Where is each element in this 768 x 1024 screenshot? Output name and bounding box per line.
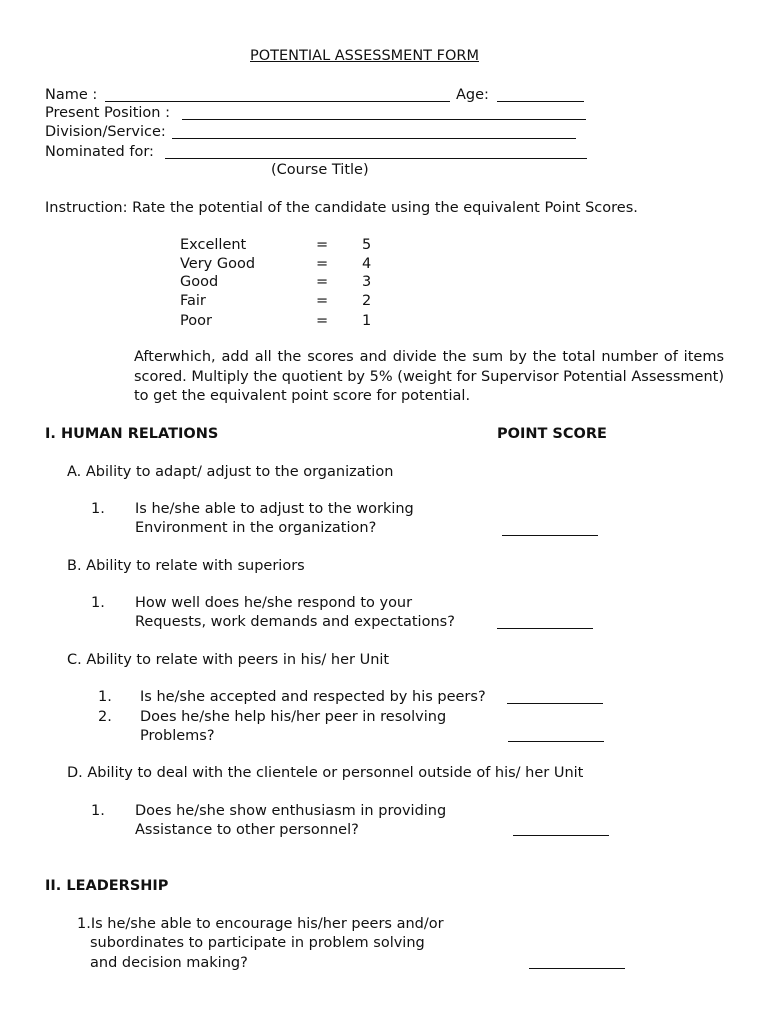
name-label: Name : <box>45 87 98 103</box>
question-text: subordinates to participate in problem solving <box>90 935 425 951</box>
question-text: Requests, work demands and expectations? <box>135 614 455 630</box>
nominated-field[interactable] <box>165 158 587 159</box>
score-field-c1[interactable] <box>507 703 603 704</box>
question-text: Problems? <box>140 728 215 744</box>
scale-label: Poor <box>180 313 212 329</box>
division-label: Division/Service: <box>45 124 166 140</box>
scale-label: Excellent <box>180 237 247 253</box>
question-text: 1.Is he/she able to encourage his/her peers and/or <box>77 916 444 932</box>
question-text: Does he/she show enthusiasm in providing <box>135 803 447 819</box>
scale-eq: = <box>316 256 329 272</box>
scale-eq: = <box>316 293 329 309</box>
scale-label: Fair <box>180 293 206 309</box>
scale-label: Good <box>180 274 219 290</box>
question-text: How well does he/she respond to your <box>135 595 413 611</box>
form-title: POTENTIAL ASSESSMENT FORM <box>250 48 479 64</box>
position-label: Present Position : <box>45 105 170 121</box>
question-number: 1. <box>91 803 105 819</box>
section-heading-human-relations: I. HUMAN RELATIONS <box>45 426 219 442</box>
question-number: 1. <box>98 689 112 705</box>
subsection-d-label: D. Ability to deal with the clientele or personnel outside of his/ her Unit <box>67 765 584 781</box>
question-number: 2. <box>98 709 112 725</box>
scale-eq: = <box>316 274 329 290</box>
nominated-label: Nominated for: <box>45 144 154 160</box>
age-field[interactable] <box>497 101 584 102</box>
name-field[interactable] <box>105 101 450 102</box>
score-field-a1[interactable] <box>502 535 598 536</box>
scale-score: 5 <box>362 237 372 253</box>
score-field-c2[interactable] <box>508 741 604 742</box>
division-field[interactable] <box>172 138 576 139</box>
position-field[interactable] <box>182 119 586 120</box>
scale-score: 1 <box>362 313 372 329</box>
question-text: Does he/she help his/her peer in resolving <box>140 709 447 725</box>
section-heading-leadership: II. LEADERSHIP <box>45 878 169 894</box>
score-field-leadership-1[interactable] <box>529 968 625 969</box>
question-text: Environment in the organization? <box>135 520 377 536</box>
score-field-d1[interactable] <box>513 835 609 836</box>
course-title-hint: (Course Title) <box>271 162 369 178</box>
subsection-a-label: A. Ability to adapt/ adjust to the organization <box>67 464 394 480</box>
subsection-c-label: C. Ability to relate with peers in his/ her Unit <box>67 652 390 668</box>
scale-score: 4 <box>362 256 372 272</box>
question-text: Is he/she accepted and respected by his peers? <box>140 689 486 705</box>
point-score-header: POINT SCORE <box>497 426 607 442</box>
question-number: 1. <box>91 595 105 611</box>
question-number: 1. <box>91 501 105 517</box>
question-text: Is he/she able to adjust to the working <box>135 501 414 517</box>
instruction-text: Instruction: Rate the potential of the candidate using the equivalent Point Scores. <box>45 200 638 216</box>
age-label: Age: <box>456 87 489 103</box>
scale-eq: = <box>316 237 329 253</box>
scoring-instructions: Afterwhich, add all the scores and divide the sum by the total number of items scored. Multiply the quotient by 5% (weight for Supervisor Potential Assessment) to get the equivalent point score for potential. <box>134 349 724 404</box>
scale-eq: = <box>316 313 329 329</box>
question-text: and decision making? <box>90 955 248 971</box>
scale-label: Very Good <box>180 256 256 272</box>
score-field-b1[interactable] <box>497 628 593 629</box>
scale-score: 2 <box>362 293 372 309</box>
scale-score: 3 <box>362 274 372 290</box>
subsection-b-label: B. Ability to relate with superiors <box>67 558 305 574</box>
question-text: Assistance to other personnel? <box>135 822 359 838</box>
